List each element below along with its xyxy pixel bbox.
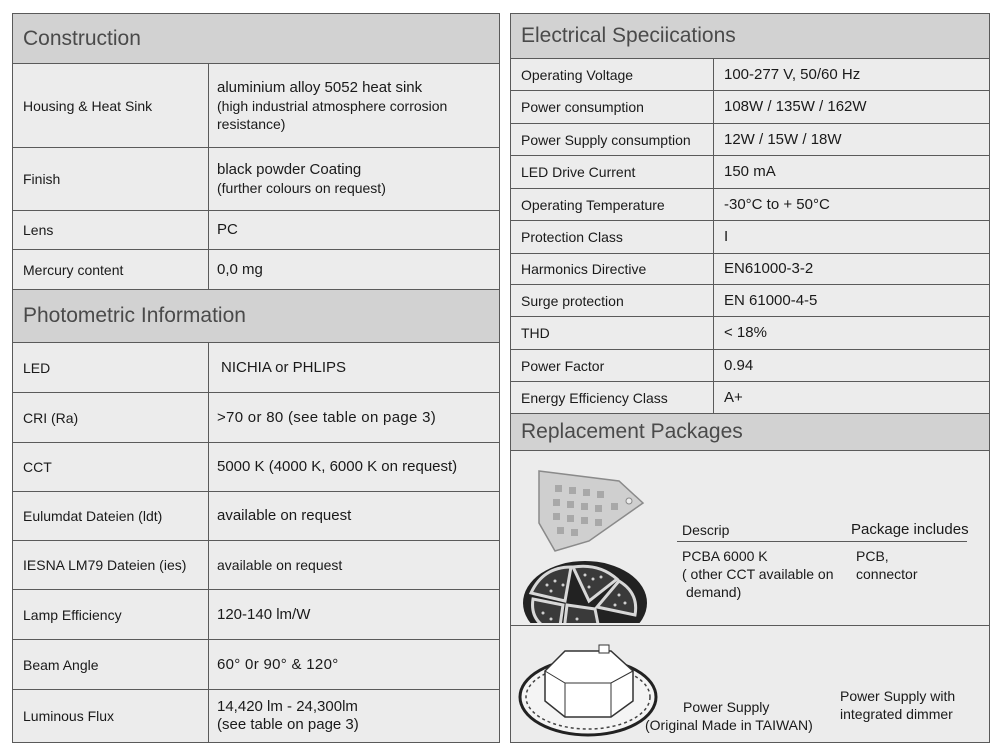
spec-value: 100-277 V, 50/60 Hz bbox=[724, 65, 861, 83]
spec-value bbox=[209, 64, 499, 147]
spec-value-line: resistance) bbox=[217, 115, 286, 132]
spec-value: -30°C to + 50°C bbox=[724, 195, 830, 213]
spec-value: available on request bbox=[217, 507, 352, 524]
table-row bbox=[511, 285, 989, 317]
spec-label: Beam Angle bbox=[13, 640, 209, 689]
spec-label: Power Factor bbox=[511, 350, 714, 381]
power-supply-image bbox=[515, 631, 661, 739]
table-row bbox=[13, 343, 499, 393]
pcba-line: PCBA 6000 K bbox=[682, 548, 768, 564]
table-row bbox=[511, 156, 989, 189]
pcba-line: ( other CCT available on bbox=[682, 566, 834, 582]
electrical-heading bbox=[511, 14, 989, 59]
spec-value-line: aluminium alloy 5052 heat sink bbox=[217, 78, 423, 96]
spec-label: Power Supply consumption bbox=[511, 124, 714, 155]
table-row bbox=[13, 148, 499, 211]
ps-line: Power Supply bbox=[683, 699, 770, 715]
replacement-title: Replacement Packages bbox=[521, 420, 743, 443]
includes-header: Package includes bbox=[851, 521, 969, 538]
table-row bbox=[511, 382, 989, 414]
spec-label: Surge protection bbox=[511, 285, 714, 316]
spec-label: Power consumption bbox=[511, 91, 714, 123]
spec-label: CCT bbox=[13, 443, 209, 491]
table-row bbox=[511, 350, 989, 382]
spec-value: available on request bbox=[217, 557, 343, 573]
spec-value: EN61000-3-2 bbox=[724, 260, 814, 277]
spec-label: LED Drive Current bbox=[511, 156, 714, 188]
pcba-includes bbox=[856, 547, 917, 583]
spec-value: 5000 K (4000 K, 6000 K on request) bbox=[217, 458, 458, 475]
construction-title: Construction bbox=[23, 26, 141, 50]
table-row bbox=[13, 541, 499, 590]
table-row bbox=[13, 393, 499, 443]
spec-value: >70 or 80 (see table on page 3) bbox=[217, 408, 437, 426]
table-row bbox=[13, 250, 499, 290]
table-row bbox=[511, 91, 989, 124]
spec-label: Energy Efficiency Class bbox=[511, 382, 714, 413]
table-row bbox=[13, 211, 499, 250]
table-row bbox=[13, 690, 499, 742]
table-row bbox=[13, 640, 499, 690]
spec-value: 0,0 mg bbox=[217, 260, 263, 278]
table-row bbox=[13, 443, 499, 492]
replacement-heading bbox=[511, 414, 989, 451]
spec-label: THD bbox=[511, 317, 714, 349]
pcba-description bbox=[682, 547, 833, 601]
spec-label: Operating Temperature bbox=[511, 189, 714, 220]
table-row bbox=[13, 492, 499, 541]
power-supply-includes bbox=[840, 687, 955, 723]
spec-value: < 18% bbox=[724, 324, 767, 341]
table-row bbox=[511, 221, 989, 254]
pcba-includes-line: connector bbox=[856, 566, 918, 582]
electrical-title: Electrical Speciications bbox=[521, 24, 736, 47]
spec-value: EN 61000-4-5 bbox=[724, 291, 818, 309]
spec-label: Lamp Efficiency bbox=[13, 590, 209, 639]
replacement-divider bbox=[511, 625, 989, 626]
pcb-board-image bbox=[519, 463, 651, 623]
spec-value bbox=[209, 690, 499, 742]
spec-value-line: 14,420 lm - 24,300lm bbox=[217, 698, 358, 715]
spec-label: IESNA LM79 Dateien (ies) bbox=[13, 541, 209, 589]
spec-value: 0.94 bbox=[724, 356, 754, 374]
power-supply-origin bbox=[645, 716, 813, 734]
spec-value-line: (high industrial atmosphere corrosion bbox=[217, 97, 448, 114]
table-row bbox=[511, 254, 989, 285]
table-row bbox=[511, 124, 989, 156]
spec-label: Finish bbox=[13, 148, 209, 210]
table-row bbox=[13, 64, 499, 148]
spec-label: Harmonics Directive bbox=[511, 254, 714, 284]
spec-label: LED bbox=[13, 343, 209, 392]
replacement-packages bbox=[511, 451, 989, 742]
photometric-heading bbox=[13, 290, 499, 343]
table-row bbox=[13, 590, 499, 640]
pcba-includes-line: PCB, bbox=[856, 548, 889, 564]
spec-value: 120-140 lm/W bbox=[217, 605, 311, 623]
table-row bbox=[511, 317, 989, 350]
spec-label: Operating Voltage bbox=[511, 59, 714, 90]
spec-value: PC bbox=[217, 221, 238, 238]
table-row bbox=[511, 59, 989, 91]
spec-value: I bbox=[724, 228, 729, 245]
spec-label: CRI (Ra) bbox=[13, 393, 209, 442]
header-rule bbox=[677, 541, 967, 542]
spec-value: A+ bbox=[724, 388, 743, 406]
spec-value: 150 mA bbox=[724, 163, 776, 180]
spec-label: Luminous Flux bbox=[13, 690, 209, 742]
spec-value-line: black powder Coating bbox=[217, 161, 362, 178]
spec-label: Mercury content bbox=[13, 250, 209, 289]
spec-label: Eulumdat Dateien (ldt) bbox=[13, 492, 209, 540]
left-spec-panel bbox=[12, 13, 500, 743]
right-spec-panel bbox=[510, 13, 990, 743]
ps-includes-line: Power Supply with bbox=[840, 688, 956, 704]
ps-includes-line: integrated dimmer bbox=[840, 706, 953, 722]
spec-label: Housing & Heat Sink bbox=[13, 64, 209, 147]
spec-value: 108W / 135W / 162W bbox=[724, 98, 867, 115]
spec-value: 12W / 15W / 18W bbox=[724, 130, 842, 148]
power-supply-description bbox=[681, 698, 769, 716]
spec-label: Protection Class bbox=[511, 221, 714, 253]
pcba-line: demand) bbox=[686, 584, 742, 600]
spec-value: NICHIA or PHLIPS bbox=[221, 358, 347, 376]
spec-value: 60° 0r 90° & 120° bbox=[217, 655, 339, 673]
photometric-title: Photometric Information bbox=[23, 304, 246, 327]
table-row bbox=[511, 189, 989, 221]
construction-heading bbox=[13, 14, 499, 64]
spec-value-line: (further colours on request) bbox=[217, 180, 386, 196]
ps-line: (Original Made in TAIWAN) bbox=[645, 717, 813, 733]
spec-value-line: (see table on page 3) bbox=[217, 716, 359, 733]
spec-value bbox=[209, 148, 499, 210]
descrip-header: Descrip bbox=[682, 522, 730, 538]
spec-label: Lens bbox=[13, 211, 209, 249]
